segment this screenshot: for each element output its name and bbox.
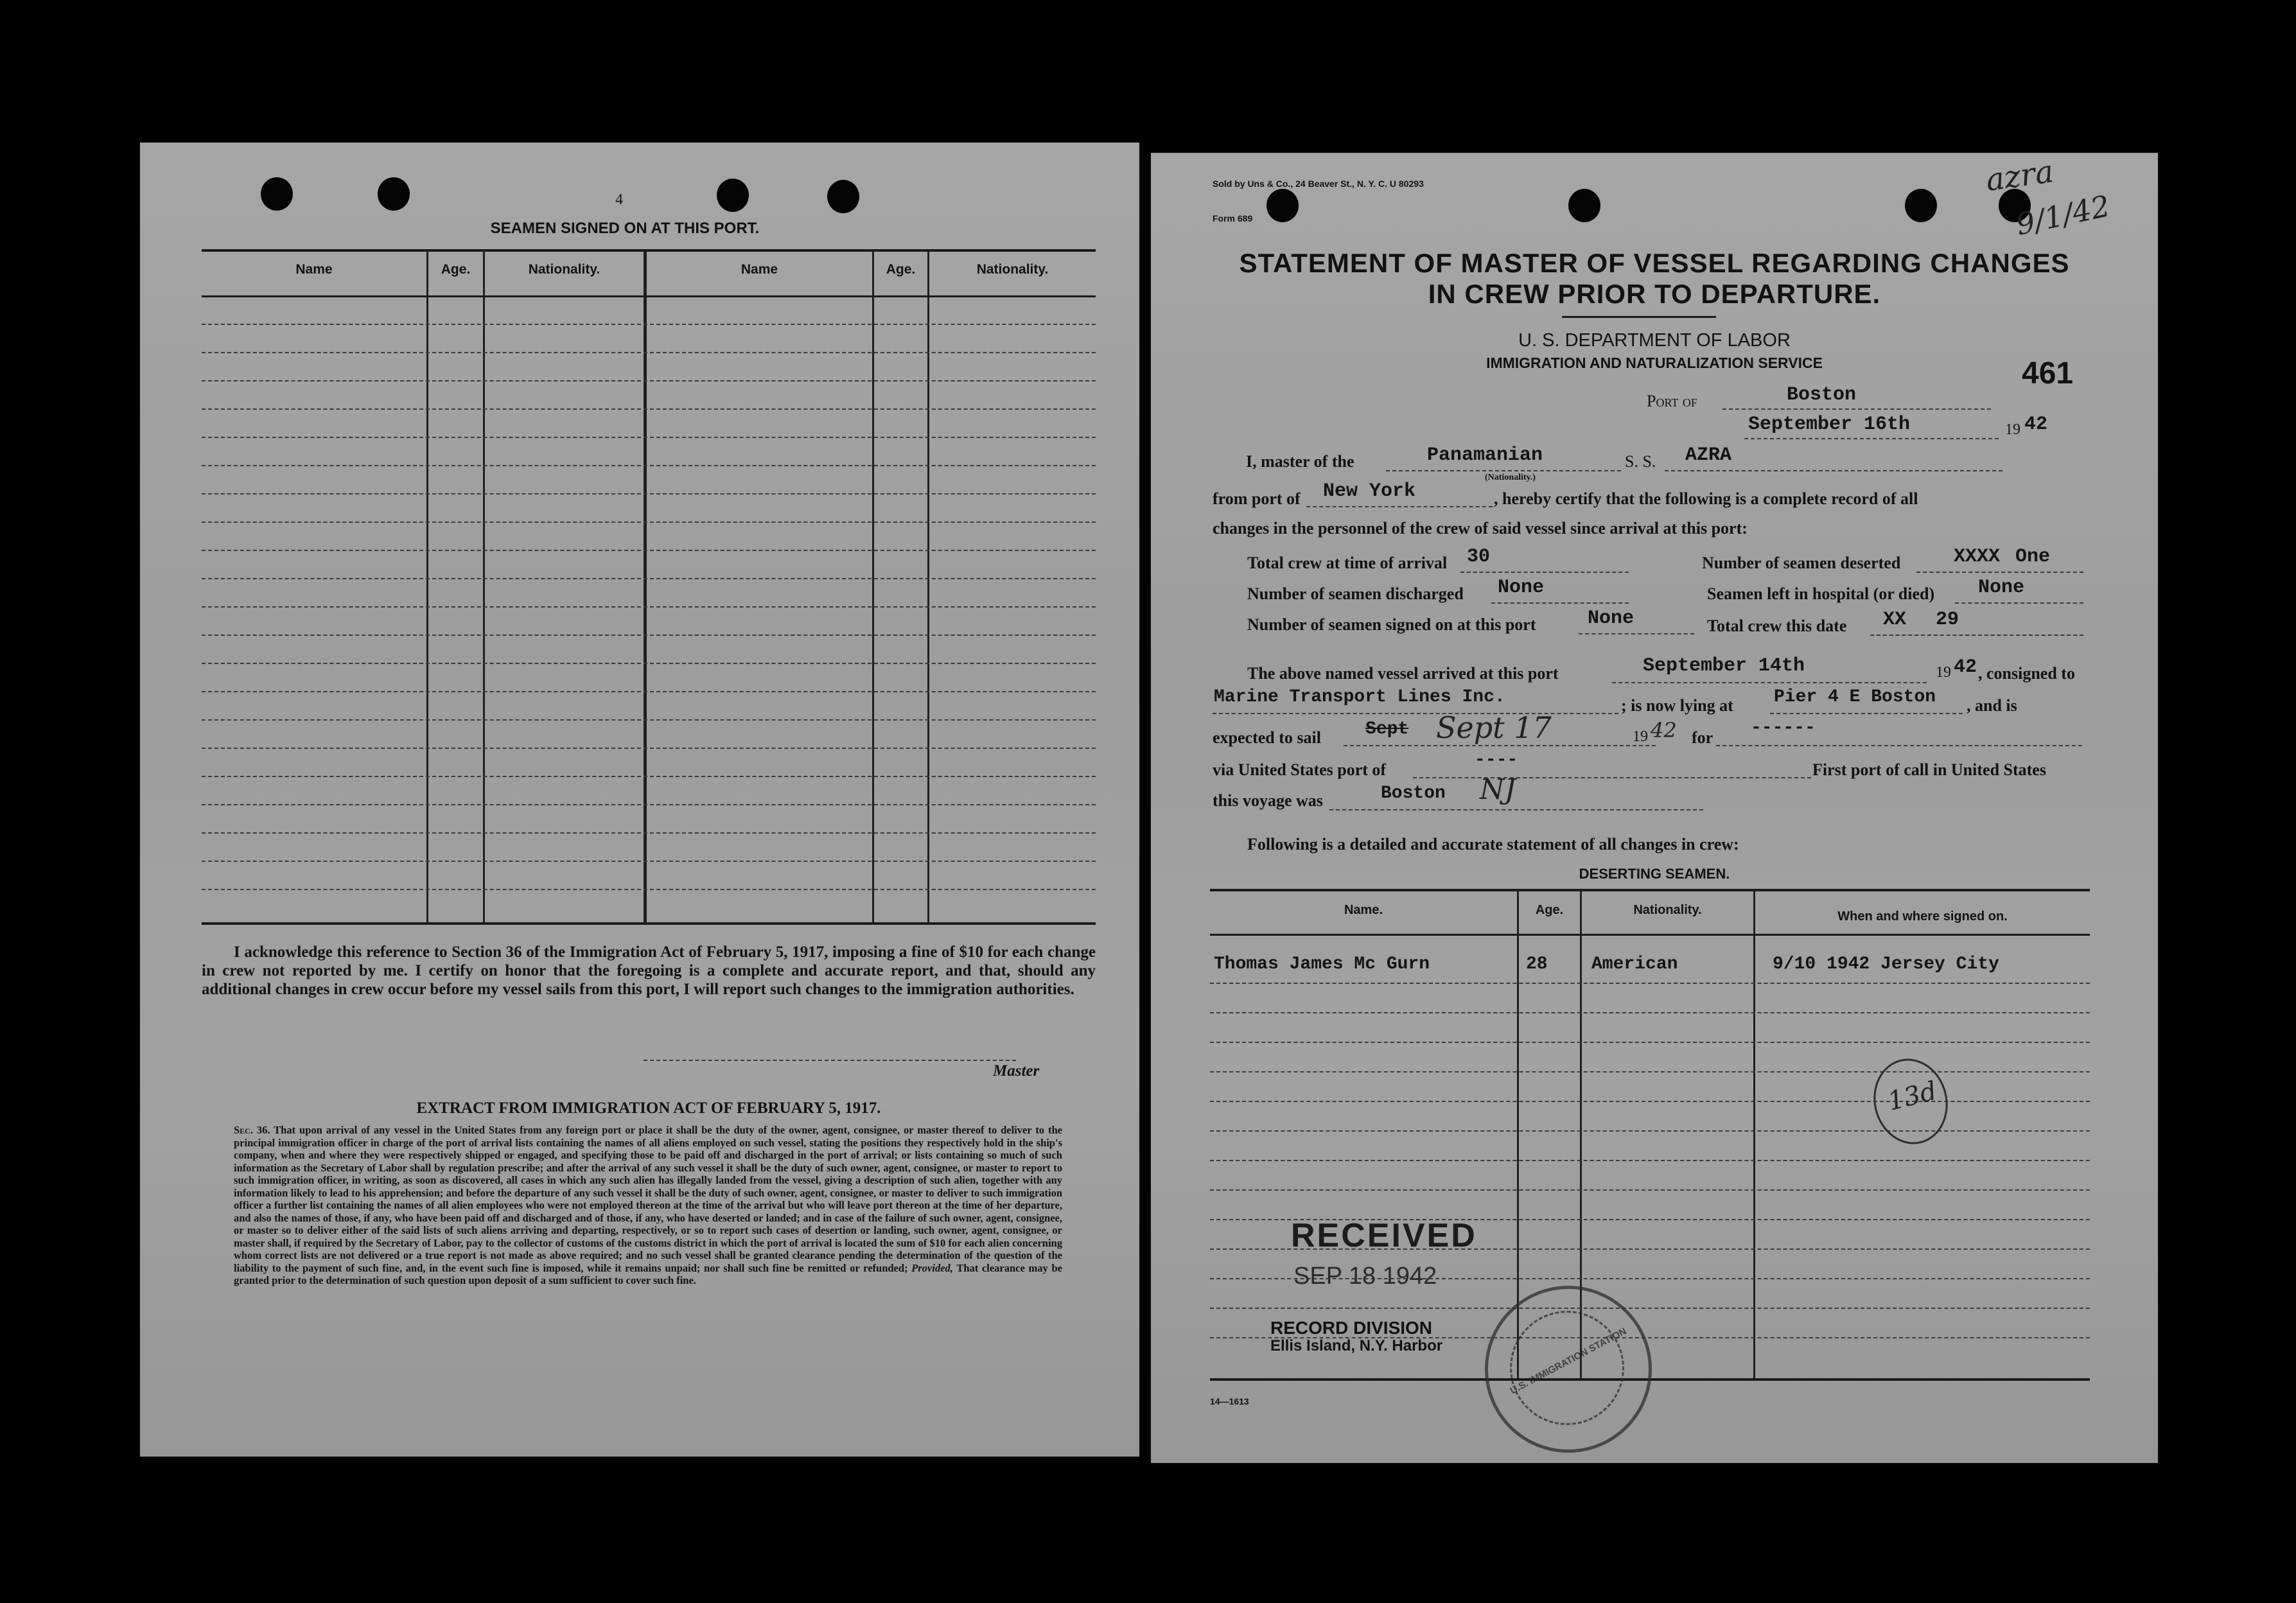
seaman-signed-on: 9/10 1942 Jersey City [1773, 954, 1999, 974]
extract-provided: Provided, [911, 1261, 953, 1274]
expected-text: expected to sail [1213, 728, 1321, 747]
year-suffix: 42 [2024, 414, 2048, 435]
page-number: 4 [615, 191, 623, 208]
document-number: 461 [2022, 356, 2074, 390]
via-text: via United States port of [1213, 760, 1387, 779]
voyage-text: this voyage was [1213, 791, 1323, 810]
lying-value: Pier 4 E Boston [1774, 687, 1936, 707]
signed-on-label: Number of seamen signed on at this port [1247, 615, 1536, 634]
for-text: for [1692, 728, 1713, 747]
department: U. S. DEPARTMENT OF LABOR [1518, 330, 1791, 351]
table-row [1210, 954, 2090, 980]
first-port-text: First port of call in United States [1812, 760, 2046, 779]
via-value: ---- [1475, 750, 1518, 770]
date-value: September 16th [1748, 414, 1911, 435]
master-of-label: I, master of the [1246, 452, 1354, 471]
discharged-label: Number of seamen discharged [1247, 584, 1464, 603]
col-age: Age. [1535, 903, 1564, 917]
nationality-caption: (Nationality.) [1485, 473, 1536, 482]
expected-struck: Sept [1365, 719, 1409, 739]
seaman-age: 28 [1526, 954, 1548, 974]
extract-text [234, 1124, 1062, 1287]
total-crew-date-struck: XX [1883, 609, 1907, 631]
hospital-label: Seamen left in hospital (or died) [1707, 584, 1935, 603]
arrived-year-suffix: 42 [1954, 656, 1977, 678]
punch-hole [827, 180, 859, 213]
nationality-value: Panamanian [1427, 444, 1543, 466]
lying-text: ; is now lying at [1621, 696, 1733, 715]
port-value: Boston [1787, 384, 1857, 406]
hospital-value: None [1978, 577, 2025, 599]
ship-name: AZRA [1685, 444, 1732, 466]
record-division: RECORD DIVISION [1270, 1318, 1433, 1338]
signed-on-heading: SEAMEN SIGNED ON AT THIS PORT. [490, 220, 760, 237]
right-page [1151, 153, 2158, 1463]
deserted-struck: XXXX [1954, 546, 2001, 568]
arrived-text: The above named vessel arrived at this port [1247, 664, 1559, 683]
form-number: Form 689 [1213, 213, 1253, 223]
consigned-text: , consigned to [1978, 664, 2075, 683]
punch-hole [1905, 189, 1937, 222]
discharged-value: None [1498, 577, 1545, 599]
col-nationality: Nationality. [528, 262, 600, 277]
col-when-where: When and where signed on. [1837, 909, 2008, 924]
year-prefix: 19 [2005, 421, 2020, 438]
col-name: Name [741, 262, 778, 277]
extract-title: EXTRACT FROM IMMIGRATION ACT OF FEBRUARY 5, 1917. [416, 1099, 881, 1117]
master-label: Master [993, 1062, 1040, 1080]
for-value: ------ [1751, 718, 1816, 738]
from-port-label: from port of [1213, 489, 1301, 508]
punch-hole [1266, 189, 1299, 222]
from-port-value: New York [1323, 480, 1416, 502]
total-crew-arrival-label: Total crew at time of arrival [1247, 554, 1448, 572]
expected-year-suffix: 42 [1651, 718, 1677, 742]
and-is-text: , and is [1967, 696, 2017, 715]
signed-on-value: None [1588, 608, 1634, 629]
arrived-year-prefix: 19 [1936, 664, 1951, 681]
corner-annotation: 9/1/42 [2013, 188, 2114, 242]
ss-label: S. S. [1625, 452, 1656, 471]
total-crew-arrival-value: 30 [1467, 546, 1491, 568]
col-name: Name [295, 262, 333, 277]
col-nationality: Nationality. [1633, 903, 1702, 917]
punch-hole [378, 177, 410, 211]
ellis-island: Ellis Island, N.Y. Harbor [1270, 1337, 1443, 1354]
immigration-seal [1485, 1286, 1652, 1453]
consignee-value: Marine Transport Lines Inc. [1214, 687, 1505, 707]
col-age: Age. [441, 262, 471, 277]
col-nationality: Nationality. [976, 262, 1049, 277]
total-crew-date-label: Total crew this date [1707, 617, 1847, 635]
form-title: IN CREW PRIOR TO DEPARTURE. [1428, 279, 1881, 309]
acknowledgement-text: I acknowledge this reference to Section 36 of the Immigration Act of February 5, 1917, imposing a fine of $10 for each change in crew not reported by me. I certify on honor that the foregoing is a complete and accurate report, and that, should any additional changes in crew occur before my vessel sails from this port, I will report such changes to the immigration authorities. [202, 943, 1096, 998]
total-crew-date-value: 29 [1936, 609, 1959, 631]
extract-sec: Sec. 36. [234, 1124, 270, 1136]
corner-annotation: azra [1983, 153, 2056, 199]
arrived-value: September 14th [1643, 655, 1805, 677]
left-page [140, 143, 1139, 1457]
circled-annotation [1864, 1051, 1956, 1152]
deserted-value: One [2015, 546, 2051, 568]
seal-text: U.S. IMMIGRATION STATION [1508, 1326, 1629, 1397]
certify-text: , hereby certify that the following is a complete record of all [1494, 489, 1918, 508]
voyage-typed: Boston [1381, 784, 1446, 803]
printer-line: Sold by Uns & Co., 24 Beaver St., N. Y. C. U 80293 [1213, 179, 1424, 189]
following-text: Following is a detailed and accurate statement of all changes in crew: [1247, 835, 1739, 854]
col-age: Age. [886, 262, 916, 277]
received-stamp: RECEIVED [1291, 1217, 1477, 1254]
punch-hole [717, 179, 749, 212]
voyage-hand: NJ [1480, 773, 1516, 806]
deserting-heading: DESERTING SEAMEN. [1579, 866, 1730, 882]
form-title: STATEMENT OF MASTER OF VESSEL REGARDING CHANGES [1239, 248, 2070, 278]
seaman-name: Thomas James Mc Gurn [1214, 954, 1430, 974]
expected-year-prefix: 19 [1633, 728, 1648, 745]
changes-text: changes in the personnel of the crew of said vessel since arrival at this port: [1213, 519, 1748, 538]
expected-value: Sept 17 [1436, 710, 1552, 745]
deserted-label: Number of seamen deserted [1702, 554, 1901, 572]
col-name: Name. [1344, 903, 1383, 917]
received-date: SEP 18 1942 [1293, 1263, 1437, 1290]
extract-body: That upon arrival of any vessel in the United States from any foreign port or place it shall be the duty of the owner, agent, consignee, or master thereof to deliver to the principal immigration officer in charge of the port of arrival lists containing the names of all aliens employed on such vessel, stating the positions they respectively hold in the ship's company, when and where they were respectively shipped or engaged, and specifying those to be paid off and discharged in the port of arrival; or lists containing so much of such information as the Secretary of Labor shall by regulation prescribe; and after the arrival of any such vessel it shall be the duty of such owner, agent, consignee, or master to report to such immigration officer, in writing, as soon as discovered, all cases in which any such alien has illegally landed from the vessel, giving a description of such alien, together with any information likely to lead to his apprehension; and before the departure of any such vessel it shall be the duty of such owner, agent, consignee, or master to deliver to such immigration officer a further list containing the names of all alien employees who were not employed thereon at the time of the arrival but who will leave port thereon at the time of her departure, and also the names of those, if any, who have been paid off and discharged and of those, if any, who have deserted or landed; and in case of the failure of such owner, agent, consignee, or master so to deliver either of the said lists of such aliens arriving and departing, respectively, or so to report such cases of desertion or landing, such owner, agent, consignee, or master shall, if required by the Secretary of Labor, pay to the collector of customs of the customs district in which the port of arrival is located the sum of $10 for each alien concerning whom correct lists are not delivered or a true report is not made as above required; and no such vessel shall be granted clearance pending the determination of the question of the liability to the payment of such fine, and, in the event such fine is imposed, while it remains unpaid; nor shall such fine be remitted or refunded; [234, 1124, 1062, 1274]
seaman-nationality: American [1591, 954, 1678, 974]
port-label: Port of [1647, 392, 1697, 410]
extract-tail: That clearance may be granted prior to the determination of such question upon deposit of a sum sufficient to cover such fine. [234, 1261, 1063, 1286]
punch-hole [1568, 189, 1600, 222]
service: IMMIGRATION AND NATURALIZATION SERVICE [1486, 355, 1823, 371]
punch-hole [261, 177, 293, 211]
circled-annotation-text: 13d [1884, 1076, 1940, 1117]
footer-code: 14—1613 [1210, 1396, 1249, 1406]
